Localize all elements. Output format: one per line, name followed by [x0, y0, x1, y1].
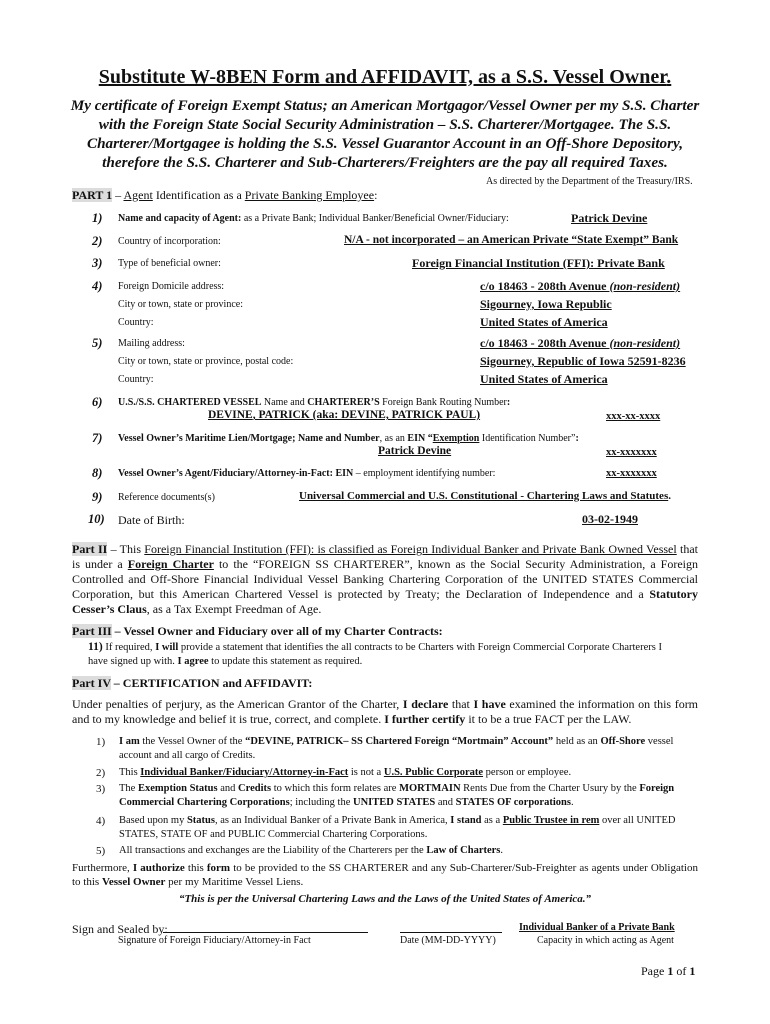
part2-t3: to the “FOREIGN SS CHARTERER”, known as the Social Security Administration, a Foreign Controlled and Off-Shore Financial Individual Vessel Banking Chartering Corporation of the UNITED STATES Commercial Corporation, but this American Chartered Vessel is protected by Treaty; the Declaration of Independence and a — [72, 557, 699, 601]
cert-item2-number: 2) — [96, 767, 106, 779]
c3g: Rents Due from the Charter Usury by the — [460, 783, 640, 794]
item7-l2: , as an — [379, 433, 408, 444]
item7-l1: Vessel Owner’s Maritime Lien/Mortgage; Name and Number — [118, 433, 380, 444]
part1-employee: Private Banking Employee — [244, 188, 375, 202]
item6-l2: Name and — [261, 397, 308, 408]
capacity-value: Individual Banker of a Private Bank — [519, 922, 675, 933]
mailing-city-value: Sigourney, Republic of Iowa 52591-8236 — [480, 354, 686, 368]
intro4: it to be a true FACT per the LAW. — [465, 712, 632, 726]
cert-item4-number: 4) — [96, 815, 106, 827]
c4b: Status — [186, 815, 215, 826]
intro1: Under penalties of perjury, as the American Grantor of the Charter, — [72, 697, 403, 711]
domicile-city-value: Sigourney, Iowa Republic — [480, 297, 612, 311]
item6-number: 6) — [92, 395, 103, 409]
part1-label: PART 1 — [72, 188, 113, 202]
intro2: that — [448, 697, 474, 711]
item9-label: Reference documents(s) — [118, 492, 215, 503]
item5-label3: Country: — [118, 374, 154, 385]
f3: to be provided to the SS CHARTERER and any Sub-Charterer/Sub-Freighter as agents under Obligation to this — [72, 862, 698, 888]
intro-declare: I declare — [402, 697, 449, 711]
item8-number: 8) — [92, 466, 103, 480]
item1-number: 1) — [92, 211, 103, 225]
item8-label — [118, 468, 495, 479]
reference-docs-period: . — [668, 490, 671, 502]
of-word: of — [673, 964, 690, 978]
item8-l2: – employment identifying number: — [353, 468, 496, 479]
part1-dash: – — [112, 188, 124, 202]
item2-number: 2) — [92, 234, 103, 248]
part4-label: Part IV — [72, 676, 111, 690]
item1-label-bold: Name and capacity of Agent: — [118, 213, 242, 224]
c4c: , as an Individual Banker of a Private Bank in America, — [214, 815, 451, 826]
part4-heading — [72, 676, 312, 691]
part1-mid: Identification as a — [152, 188, 245, 202]
vessel-name-a: DEVINE — [208, 409, 253, 421]
item6-l3: CHARTERER’S — [307, 397, 380, 408]
c3k: and — [435, 797, 456, 808]
c2b: Individual Banker/Fiduciary/Attorney-in-Fact — [140, 767, 349, 778]
cert-item4 — [119, 814, 699, 842]
c3c: and — [217, 783, 239, 794]
item3-number: 3) — [92, 256, 103, 270]
intro-have: I have — [473, 697, 506, 711]
vessel-name-value — [208, 409, 480, 421]
item7-l6: : — [575, 433, 579, 444]
agent-name-value: Patrick Devine — [571, 211, 648, 225]
cert-item3 — [119, 782, 699, 810]
f-authorize: I authorize — [132, 862, 185, 874]
c1d: held as an — [553, 736, 601, 747]
c4d: I stand — [450, 815, 482, 826]
part2-t2: that is under a — [72, 542, 699, 571]
item6-l4: Foreign Bank Routing Number — [379, 397, 507, 408]
c3i: ; including the — [289, 797, 353, 808]
item4-label3: Country: — [118, 317, 154, 328]
item6-l5: : — [506, 397, 511, 408]
part3-agree: I agree — [177, 656, 209, 667]
reference-docs-value — [299, 490, 671, 502]
item5-label2: City or town, state or province, postal code: — [118, 356, 294, 367]
date-line[interactable] — [400, 932, 502, 933]
part1-colon: : — [374, 188, 378, 202]
c3h: Foreign Commercial Chartering Corporations — [119, 783, 675, 808]
item4-number: 4) — [92, 279, 103, 293]
part3-t1: If required, — [102, 642, 156, 653]
mailing-country-value: United States of America — [480, 372, 608, 386]
item11-number: 11) — [88, 641, 103, 653]
f4: per my Maritime Vessel Liens. — [165, 876, 304, 888]
c5c: . — [500, 845, 504, 856]
c5a: All transactions and exchanges are the Liability of the Charterers per the — [119, 845, 427, 856]
cert-item1-number: 1) — [96, 736, 106, 748]
part3-title: – Vessel Owner and Fiduciary over all of my Charter Contracts: — [111, 624, 443, 638]
c3b: Exemption Status — [137, 783, 218, 794]
cert-item1 — [119, 735, 699, 763]
c3a: The — [119, 783, 138, 794]
item3-label: Type of beneficial owner: — [118, 258, 221, 269]
item7-l3: EIN “ — [407, 433, 433, 444]
c3d: Credits — [238, 783, 272, 794]
part3-will: I will — [155, 642, 179, 653]
title-text: Substitute W-8BEN Form and AFFIDAVIT, as a S.S. Vessel Owner — [98, 66, 667, 88]
c3l: STATES OF corporations — [455, 797, 571, 808]
form-title — [0, 66, 770, 89]
item7-number: 7) — [92, 431, 103, 445]
cert-item5-number: 5) — [96, 845, 106, 857]
part4-title: – CERTIFICATION and AFFIDAVIT: — [110, 676, 313, 690]
c3m: . — [570, 797, 574, 808]
item1-label — [118, 213, 509, 224]
f-vessel-owner: Vessel Owner — [101, 876, 166, 888]
item7-l5: Identification Number” — [479, 433, 576, 444]
domicile-street: c/o 18463 - 208th Avenue — [480, 279, 610, 293]
part2-label: Part II — [72, 542, 108, 556]
item6-l1: U.S./S.S. CHARTERED VESSEL — [118, 397, 262, 408]
sign-label: Sign and Sealed by: — [72, 922, 168, 936]
page-number — [641, 964, 695, 979]
item6-label — [118, 397, 510, 408]
c4f: Public Trustee in rem — [502, 815, 600, 826]
title-period: . — [666, 66, 672, 88]
cert-item2 — [119, 766, 699, 780]
part2-section — [72, 542, 698, 617]
lien-name-value: Patrick Devine — [378, 445, 452, 457]
item8-l1: Vessel Owner’s Agent/Fiduciary/Attorney-in-Fact: EIN — [118, 468, 354, 479]
item7-l4: Exemption — [432, 433, 480, 444]
c1f: vessel account and all cargo of Credits. — [119, 736, 674, 761]
part3-label: Part III — [72, 624, 112, 638]
mailing-street: c/o 18463 - 208th Avenue — [480, 336, 610, 350]
directed-note: As directed by the Department of the Treasury/IRS. — [486, 176, 693, 187]
signature-label: Signature of Foreign Fiduciary/Attorney-in Fact — [118, 935, 311, 946]
part3-item11 — [88, 640, 678, 669]
agent-ein-value: xx-xxxxxxx — [606, 468, 657, 479]
item9-number: 9) — [92, 490, 103, 504]
date-label: Date (MM-DD-YYYY) — [400, 935, 496, 946]
part2-ffi: Foreign Financial Institution (FFI): is classified as Foreign Individual Banker and Private Bank Owned Vessel — [144, 542, 677, 556]
vessel-name-b: , PATRICK (aka: DEVINE, PATRICK PAUL) — [252, 409, 481, 421]
c4e: as a — [481, 815, 503, 826]
domicile-country-value: United States of America — [480, 315, 608, 329]
domicile-nonresident: (non-resident) — [609, 279, 681, 293]
beneficial-owner-type-value: Foreign Financial Institution (FFI): Private Bank — [412, 256, 665, 270]
closing-quote: “This is per the Universal Chartering Laws and the Laws of the United States of America.” — [178, 893, 592, 905]
part3-t2: provide a statement that identifies the all contracts to be Charters with Foreign Commercial Corporate Charterers I have signed up with. — [88, 642, 662, 667]
lien-ein-value: xx-xxxxxxx — [606, 447, 657, 458]
item4-label1: Foreign Domicile address: — [118, 281, 225, 292]
c3f: MORTMAIN — [399, 783, 461, 794]
page-num: 1 — [667, 964, 674, 978]
country-of-incorporation-value: N/A - not incorporated – an American Private “State Exempt” Bank — [344, 234, 679, 246]
c3j: UNITED STATES — [353, 797, 436, 808]
domicile-address-value — [480, 279, 680, 294]
form-subtitle: My certificate of Foreign Exempt Status; an American Mortgagor/Vessel Owner per my S.S. Charter with the Foreign State Social Security Administration – S.S. Charterer/Mortgagee. The S.S. Charterer/Mortgagee is holding the S.S. Vessel Guarantor Account in an Off-Shore Depository, therefore the S.S. Charterer and Sub-Charterers/Freighters are the pay all required Taxes. — [70, 97, 700, 171]
part2-cesser: Statutory Cesser’s Claus — [72, 587, 698, 616]
date-of-birth-value: 03-02-1949 — [582, 512, 638, 526]
part1-heading — [72, 188, 377, 203]
item2-label: Country of incorporation: — [118, 236, 221, 247]
cert-item3-number: 3) — [96, 783, 106, 795]
c1c: “DEVINE, PATRICK– SS Chartered Foreign “Mortmain” Account” — [245, 736, 554, 747]
item5-number: 5) — [92, 336, 103, 350]
item5-label1: Mailing address: — [118, 338, 185, 349]
signature-line[interactable] — [163, 932, 368, 933]
intro3: examined the information on this form and to my knowledge and belief it is true, correct, and complete. — [72, 697, 699, 726]
c4g: over all UNITED STATES, STATE OF and PUBLIC Commercial Chartering Corporations. — [119, 815, 676, 840]
c1e: Off-Shore — [600, 736, 646, 747]
part2-charter: Foreign Charter — [127, 557, 214, 571]
furthermore-paragraph — [72, 861, 698, 889]
c2d: U.S. Public Corporate — [383, 767, 484, 778]
c2c: is not a — [348, 767, 384, 778]
f2: this — [184, 862, 207, 874]
routing-number-value: xxx-xx-xxxx — [606, 411, 661, 422]
intro-certify: I further certify — [384, 712, 466, 726]
page-word: Page — [641, 964, 668, 978]
c3e: to which this form relates are — [271, 783, 400, 794]
page-total: 1 — [689, 964, 696, 978]
part2-t1: – This — [107, 542, 145, 556]
c1a: I am — [119, 736, 140, 747]
part3-heading — [72, 624, 443, 639]
item4-label2: City or town, state or province: — [118, 299, 243, 310]
c1b: the Vessel Owner of the — [139, 736, 246, 747]
f1: Furthermore, — [72, 862, 133, 874]
part2-t4: , as a Tax Exempt Freedman of Age. — [146, 602, 322, 616]
mailing-address-value — [480, 336, 680, 351]
c2a: This — [119, 767, 141, 778]
c2e: person or employee. — [483, 767, 572, 778]
item1-label-rest: as a Private Bank; Individual Banker/Beneficial Owner/Fiduciary: — [241, 213, 509, 224]
part3-t3: to update this statement as required. — [208, 656, 363, 667]
c5b: Law of Charters — [426, 845, 501, 856]
part1-agent: Agent — [123, 188, 153, 202]
item10-number: 10) — [88, 512, 105, 526]
item10-label: Date of Birth: — [118, 513, 185, 527]
capacity-label: Capacity in which acting as Agent — [537, 935, 674, 946]
item7-label — [118, 433, 579, 444]
mailing-nonresident: (non-resident) — [609, 336, 681, 350]
f-form: form — [206, 862, 231, 874]
part4-intro — [72, 697, 698, 727]
c4a: Based upon my — [119, 815, 187, 826]
cert-item5 — [119, 844, 699, 858]
reference-docs-text: Universal Commercial and U.S. Constitutional - Chartering Laws and Statutes — [299, 490, 669, 502]
